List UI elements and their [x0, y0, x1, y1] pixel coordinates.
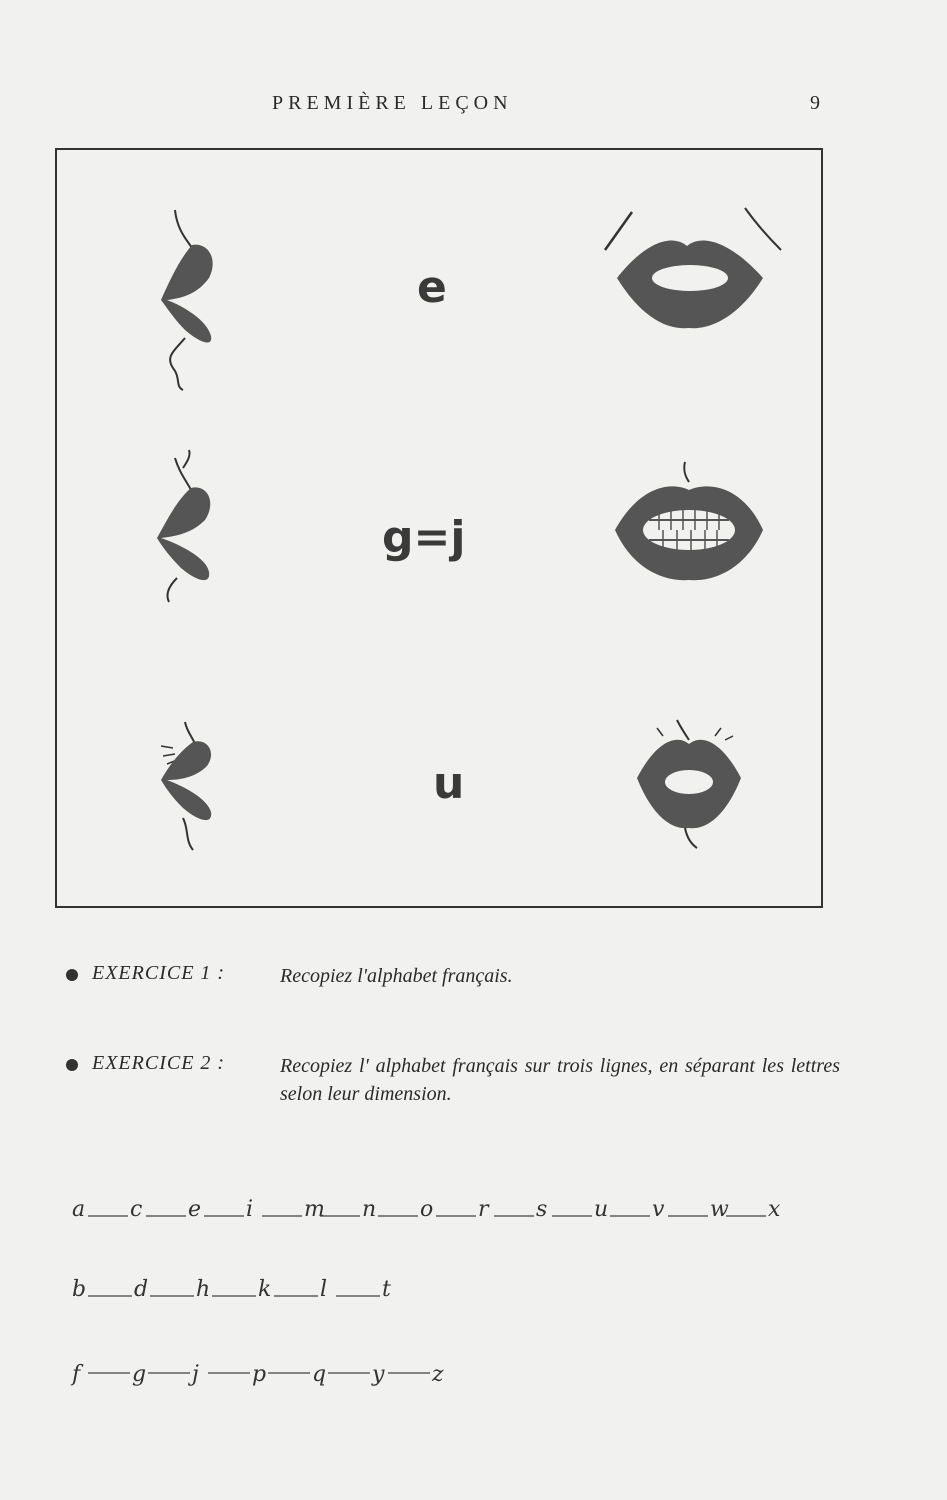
alphabet-letter: w	[710, 1197, 729, 1222]
alphabet-letter: v	[652, 1197, 665, 1222]
letter-row-tall	[66, 1270, 846, 1310]
page-number: 9	[810, 92, 820, 114]
alphabet-letter: x	[768, 1197, 781, 1222]
alphabet-letter: q	[312, 1362, 327, 1387]
letter-row-descender	[66, 1355, 846, 1395]
exercise-1	[66, 962, 826, 992]
alphabet-letter: l	[320, 1277, 328, 1302]
bullet-icon	[66, 1059, 78, 1071]
letter-row-small	[66, 1190, 846, 1230]
exercise-2	[66, 1052, 840, 1112]
letter-row-tall-drawing	[66, 1270, 846, 1310]
lips-side-profile-icon	[157, 450, 210, 602]
alphabet-letter: h	[196, 1277, 211, 1302]
alphabet-letter: s	[536, 1197, 548, 1222]
lip-position-figure	[55, 148, 823, 908]
alphabet-letter: z	[432, 1362, 444, 1387]
alphabet-letter: j	[192, 1362, 199, 1387]
alphabet-letter: d	[134, 1277, 149, 1302]
alphabet-letter: n	[362, 1197, 377, 1222]
sound-label-u: u	[433, 758, 465, 809]
alphabet-letter: a	[72, 1197, 86, 1222]
sound-label-g-j: g=j	[382, 512, 466, 563]
lips-side-rounded-icon	[161, 722, 211, 850]
lips-side-profile-icon	[161, 210, 213, 390]
alphabet-letter: y	[372, 1362, 385, 1387]
alphabet-letter: b	[72, 1277, 87, 1302]
letter-row-small-drawing	[66, 1190, 846, 1230]
exercise-title: EXERCICE 2 :	[92, 1052, 226, 1074]
exercise-title: EXERCICE 1 :	[92, 962, 226, 984]
alphabet-letter: o	[420, 1197, 434, 1222]
sound-label-e: e	[417, 262, 447, 313]
alphabet-letter: r	[478, 1197, 489, 1222]
exercise-text: Recopiez l' alphabet français sur trois lignes, en séparant les lettres selon leur dimension.	[280, 1055, 840, 1105]
bullet-icon	[66, 969, 78, 981]
alphabet-letter: t	[382, 1277, 391, 1302]
alphabet-letter: c	[130, 1197, 143, 1222]
alphabet-letter: e	[188, 1197, 202, 1222]
alphabet-letter: i	[246, 1197, 254, 1222]
page-header	[0, 88, 947, 124]
alphabet-letter: m	[304, 1197, 325, 1222]
alphabet-letter: g	[132, 1362, 147, 1387]
letter-row-descender-drawing	[66, 1355, 846, 1395]
alphabet-letter: p	[252, 1362, 267, 1387]
exercise-text: Recopiez l'alphabet français.	[280, 965, 513, 987]
lips-front-teeth-icon	[615, 462, 763, 580]
alphabet-letter: k	[258, 1277, 272, 1302]
lips-front-open-icon	[605, 208, 781, 328]
alphabet-letter: u	[594, 1197, 609, 1222]
lips-front-rounded-icon	[637, 720, 741, 848]
alphabet-letter: f	[72, 1362, 81, 1387]
running-title: PREMIÈRE LEÇON	[272, 92, 513, 114]
